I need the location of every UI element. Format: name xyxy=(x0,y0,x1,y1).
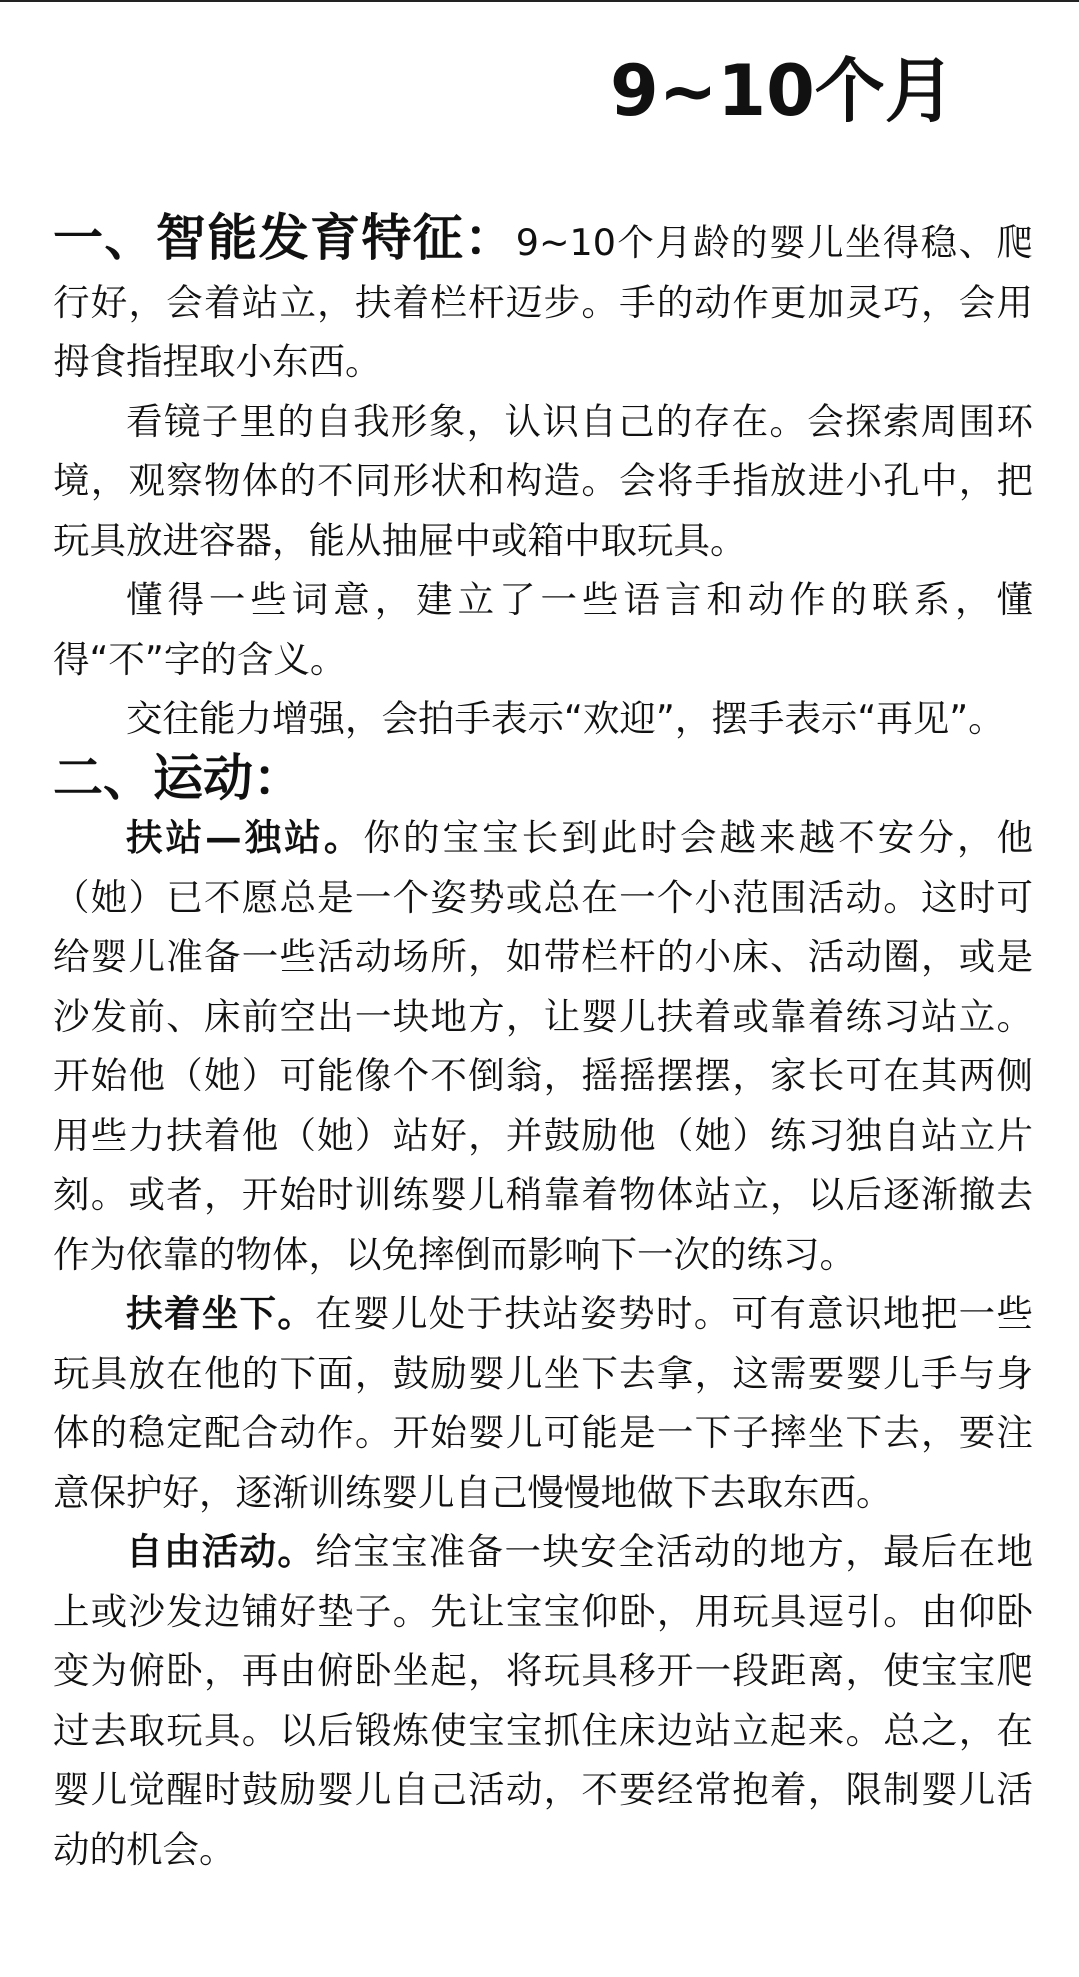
section1-paragraph-3: 懂得一些词意，建立了一些语言和动作的联系，懂得“不”字的含义。 xyxy=(53,578,1033,681)
section1-first-paragraph xyxy=(53,209,1033,392)
section2-item-sit-lead: 扶着坐下。 xyxy=(126,1292,316,1335)
section2-item-free-text: 给宝宝准备一块安全活动的地方，最后在地上或沙发边铺好垫子。先让宝宝仰卧，用玩具逗引。由仰卧变为俯卧，再由俯卧坐起，将玩具移开一段距离，使宝宝爬过去取玩具。以后锻炼使宝宝抓住床边站立起来。总之，在婴儿觉醒时鼓励婴儿自己活动，不要经常抱着，限制婴儿活动的机会。 xyxy=(53,1530,1034,1871)
page-title: 9~10个月 xyxy=(610,50,955,132)
section1-paragraph-2: 看镜子里的自我形象，认识自己的存在。会探索周围环境，观察物体的不同形状和构造。会将手指放进小孔中，把玩具放进容器，能从抽屉中或箱中取玩具。 xyxy=(53,399,1033,562)
section1-paragraph-4: 交往能力增强，会拍手表示“欢迎”，摆手表示“再见”。 xyxy=(126,697,1005,740)
section2-item-stand xyxy=(53,808,1033,1284)
section2-item-free-lead: 自由活动。 xyxy=(126,1530,316,1573)
section2-item-stand-lead: 扶站—独站。 xyxy=(126,816,364,859)
section2-heading: 二、运动： xyxy=(53,748,303,807)
section1-heading: 一、智能发育特征： xyxy=(53,209,516,267)
section2-item-sit-text: 在婴儿处于扶站姿势时。可有意识地把一些玩具放在他的下面，鼓励婴儿坐下去拿，这需要婴儿手与身体的稳定配合动作。开始婴儿可能是一下子摔坐下去，要注意保护好，逐渐训练婴儿自己慢慢地做下去取东西。 xyxy=(53,1292,1034,1514)
section2-item-sit xyxy=(53,1284,1033,1522)
section1-paragraph-1: 9~10个月龄的婴儿坐得稳、爬行好，会着站立，扶着栏杆迈步。手的动作更加灵巧，会用拇食指捏取小东西。 xyxy=(53,221,1033,383)
section2-item-free xyxy=(53,1522,1033,1879)
section2-item-stand-text: 你的宝宝长到此时会越来越不安分，他（她）已不愿总是一个姿势或总在一个小范围活动。这时可给婴儿准备一些活动场所，如带栏杆的小床、活动圈，或是沙发前、床前空出一块地方，让婴儿扶着或靠着练习站立。开始他（她）可能像个不倒翁，摇摇摆摆，家长可在其两侧用些力扶着他（她）站好，并鼓励他（她）练习独自站立片刻。或者，开始时训练婴儿稍靠着物体站立，以后逐渐撤去作为依靠的物体，以免摔倒而影响下一次的练习。 xyxy=(53,816,1034,1276)
article-body xyxy=(53,209,1033,1879)
